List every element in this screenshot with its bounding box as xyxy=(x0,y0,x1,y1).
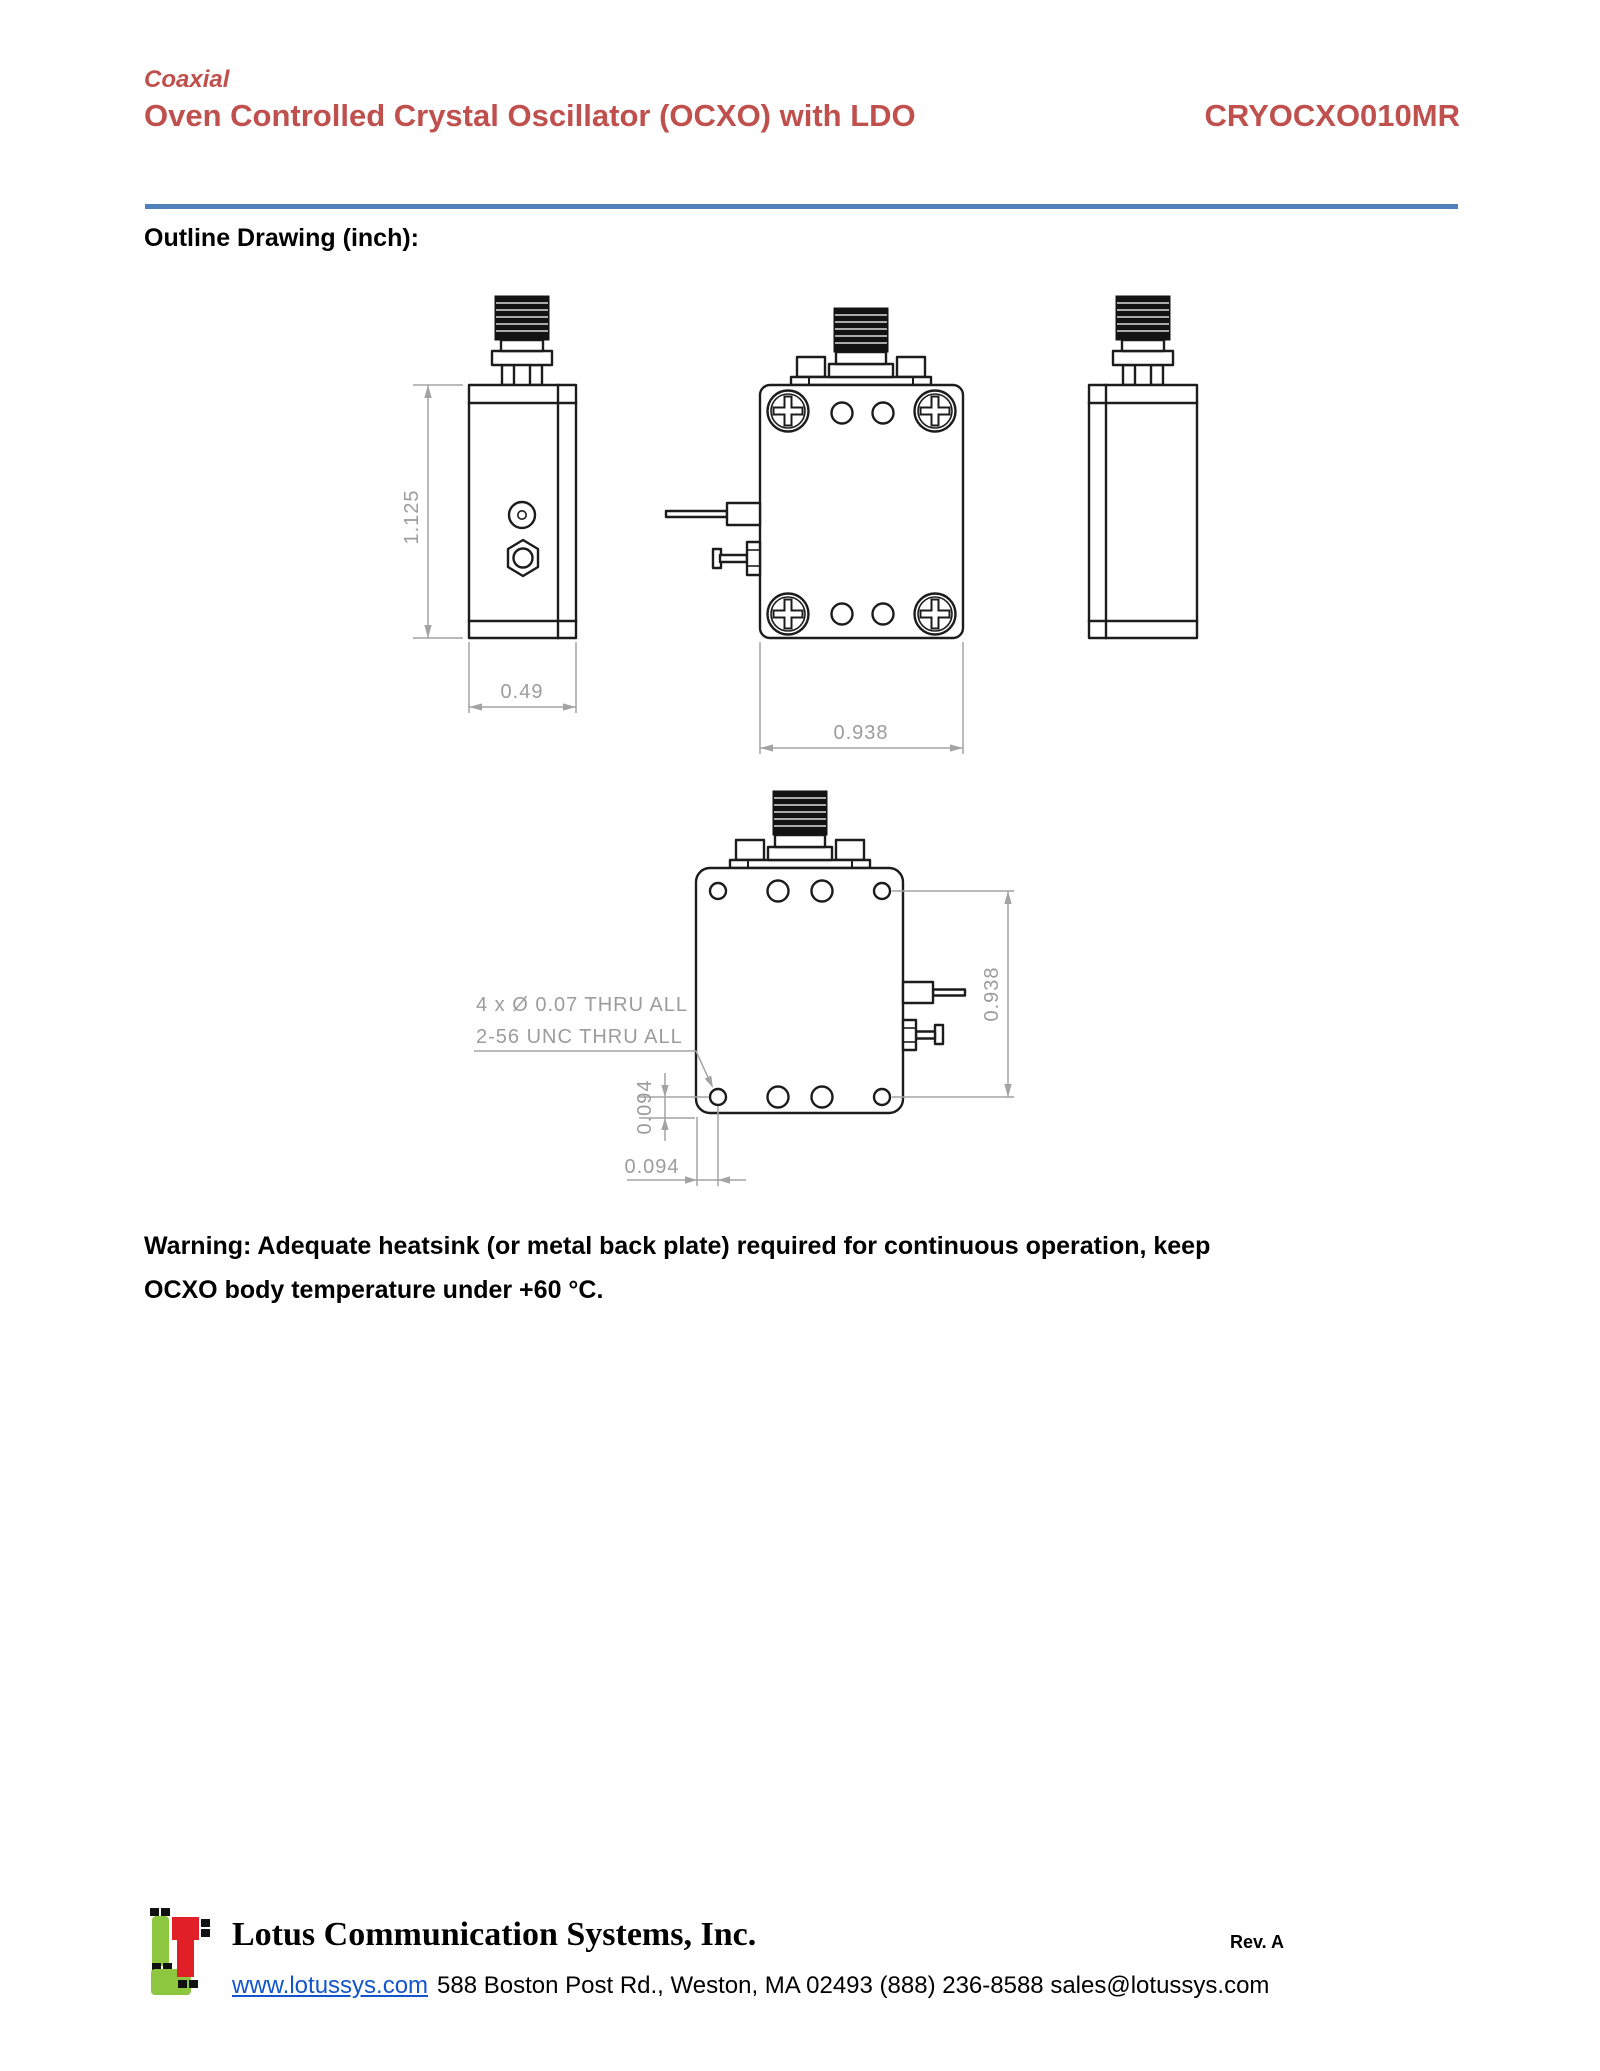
dimension-side-width xyxy=(469,642,576,713)
side-standoff xyxy=(903,1020,943,1050)
view-side-left xyxy=(469,296,576,638)
feedthrough-pin-marker xyxy=(509,502,535,528)
dim-label-hole-offset-vertical: 0.094 xyxy=(634,1079,656,1135)
logo-red-bar xyxy=(177,1940,194,1977)
product-category-label: Coaxial xyxy=(144,66,230,93)
logo-square xyxy=(161,1908,170,1916)
warning-line-1: Warning: Adequate heatsink (or metal back plate) required for continuous operation, keep xyxy=(144,1232,1211,1260)
logo-square xyxy=(201,1919,210,1927)
part-number: CRYOCXO010MR xyxy=(1204,98,1460,133)
footer-address: 588 Boston Post Rd., Weston, MA 02493 (888) 236-8588 sales@lotussys.com xyxy=(437,1972,1270,1999)
logo-red-block xyxy=(172,1917,199,1940)
website-link[interactable]: www.lotussys.com xyxy=(232,1972,429,1999)
dim-label-side-width: 0.49 xyxy=(500,681,544,703)
dimension-side-height xyxy=(401,385,463,638)
view-side-right xyxy=(1089,296,1197,638)
side-pin xyxy=(903,982,965,1003)
dim-label-front-width: 0.938 xyxy=(833,722,889,744)
logo-square xyxy=(178,1980,187,1988)
hole-callout-note xyxy=(474,994,713,1088)
dim-label-side-height: 1.125 xyxy=(401,489,423,545)
section-title: Outline Drawing (inch): xyxy=(144,224,419,252)
logo-square xyxy=(201,1929,210,1937)
header-divider xyxy=(145,204,1458,209)
company-name: Lotus Communication Systems, Inc. xyxy=(232,1916,757,1953)
footer-contact-line xyxy=(232,1972,1269,2000)
hole-note-line-1: 4 x Ø 0.07 THRU ALL xyxy=(476,994,689,1016)
view-front xyxy=(666,308,963,638)
outline-drawing xyxy=(300,218,1260,1208)
header-title-row xyxy=(144,98,1460,134)
dim-label-bottom-hole-pitch: 0.938 xyxy=(981,966,1003,1022)
hex-nut-marker xyxy=(508,540,538,576)
revision-label: Rev. A xyxy=(1230,1932,1285,1952)
warning-line-2: OCXO body temperature under +60 °C. xyxy=(144,1276,604,1304)
warning-text xyxy=(144,1224,1404,1312)
logo-square xyxy=(189,1980,198,1988)
dim-label-hole-offset-horizontal: 0.094 xyxy=(624,1156,680,1178)
view-bottom xyxy=(696,791,965,1113)
company-logo xyxy=(150,1906,214,1996)
side-pin xyxy=(666,503,760,525)
dimension-front-width xyxy=(760,642,963,754)
page-title: Oven Controlled Crystal Oscillator (OCXO) with LDO xyxy=(144,98,916,133)
hole-note-line-2: 2-56 UNC THRU ALL xyxy=(476,1026,683,1048)
side-standoff xyxy=(713,542,760,575)
logo-square xyxy=(150,1908,159,1916)
logo-green-bar xyxy=(152,1916,169,1966)
